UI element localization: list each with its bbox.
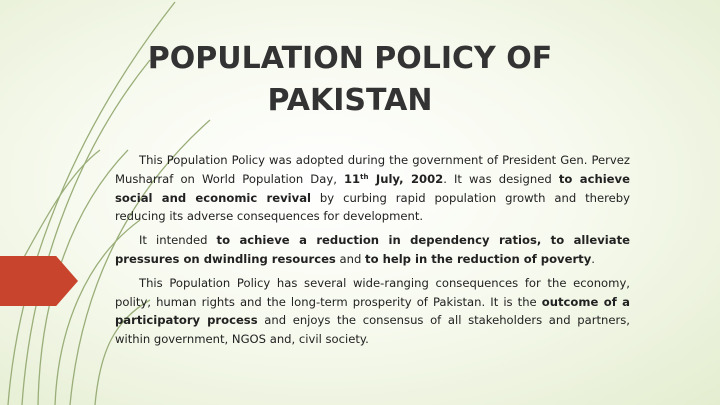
date-day: 11 (343, 171, 361, 186)
text-span: and (335, 251, 366, 266)
text-span: . (591, 251, 595, 266)
date-rest: July, 2002 (368, 171, 444, 186)
bold-phrase: to achieve social and economic revival (115, 171, 630, 205)
paragraph-intent (115, 231, 630, 269)
title-line-2: PAKISTAN (267, 83, 433, 118)
text-span: by curbing rapid population growth and thereby reducing its adverse consequences for development. (115, 190, 630, 224)
slide-title (120, 38, 580, 122)
bold-phrase: to achieve a reduction in dependency ratios, to alleviate pressures on dwindling resources (115, 233, 630, 266)
text-span: This Population Policy was adopted during the government of President Gen. Pervez Musharraf on World Population Day, (115, 153, 630, 186)
bold-phrase: outcome of a participatory process (115, 294, 630, 328)
text-span: This Population Policy has several wide-ranging consequences for the economy, polity, human rights and the long-term prosperity of Pakistan. It is the (115, 275, 630, 309)
date-bold (344, 172, 443, 186)
paragraph-consequences (115, 274, 630, 349)
bold-phrase: to help in the reduction of poverty (365, 251, 592, 266)
paragraph-adoption (115, 151, 630, 226)
slide-body (115, 151, 630, 354)
text-span: and enjoys the consensus of all stakeholders and partners, within government, NGOS and, civil society. (115, 313, 630, 347)
title-line-1: POPULATION POLICY OF (147, 41, 553, 76)
date-suffix: th (360, 172, 369, 181)
text-span: . It was designed (443, 171, 559, 186)
text-span: It intended (139, 233, 217, 248)
